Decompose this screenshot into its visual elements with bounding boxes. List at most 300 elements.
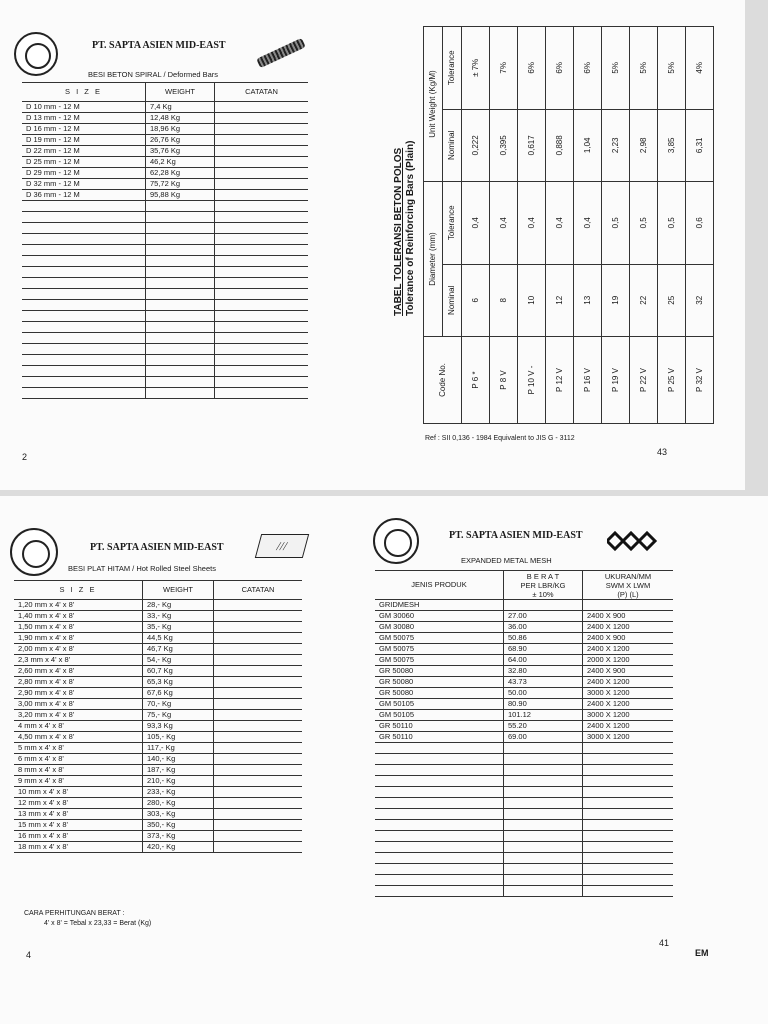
empty-row	[22, 267, 308, 278]
dia-tolerance-cell: 0,5	[658, 182, 686, 265]
table-row	[574, 27, 602, 424]
weight-cell: 33,- Kg	[143, 611, 214, 622]
size-cell: 8 mm x 4' x 8'	[14, 765, 143, 776]
product-cell: GM 50105	[375, 699, 504, 710]
empty-row	[22, 322, 308, 333]
empty-row	[22, 366, 308, 377]
dia-nominal-cell: 19	[602, 264, 630, 336]
mesh-illustration	[607, 530, 657, 552]
wt-tolerance-cell: 6%	[546, 27, 574, 110]
code-cell: P 19 V	[602, 337, 630, 424]
size-cell: 2400 X 1200	[583, 644, 674, 655]
empty-cell	[146, 355, 215, 366]
empty-cell	[22, 366, 146, 377]
size-cell: 4 mm x 4' x 8'	[14, 721, 143, 732]
empty-cell	[215, 289, 309, 300]
table-row	[14, 820, 302, 831]
weight-cell: 280,- Kg	[143, 798, 214, 809]
table-row	[14, 754, 302, 765]
empty-cell	[146, 278, 215, 289]
table-row	[490, 27, 518, 424]
empty-cell	[375, 820, 504, 831]
empty-cell	[375, 886, 504, 897]
wt-nominal-cell: 0,617	[518, 109, 546, 181]
weight-cell: 60,7 Kg	[143, 666, 214, 677]
weight-cell: 50.00	[504, 688, 583, 699]
size-cell: 1,50 mm x 4' x 8'	[14, 622, 143, 633]
table-row	[630, 27, 658, 424]
table-row	[22, 179, 308, 190]
size-cell: 3000 X 1200	[583, 732, 674, 743]
table-row	[375, 644, 673, 655]
weight-cell: 68.90	[504, 644, 583, 655]
col-code: Code No.	[424, 337, 462, 424]
note-cell	[214, 699, 303, 710]
code-cell: P 25 V	[658, 337, 686, 424]
size-cell: 2,90 mm x 4' x 8'	[14, 688, 143, 699]
expanded-mesh-table	[375, 570, 673, 897]
table-row	[375, 622, 673, 633]
empty-cell	[504, 787, 583, 798]
table-row	[518, 27, 546, 424]
empty-row	[22, 300, 308, 311]
empty-row	[22, 311, 308, 322]
col-dia-tolerance: Tolerance	[443, 182, 462, 265]
empty-cell	[146, 322, 215, 333]
table-row	[375, 699, 673, 710]
weight-cell: 140,- Kg	[143, 754, 214, 765]
group-label: GRIDMESH	[375, 600, 504, 611]
empty-row	[22, 245, 308, 256]
empty-cell	[215, 366, 309, 377]
empty-cell	[504, 798, 583, 809]
dia-nominal-cell: 22	[630, 264, 658, 336]
empty-cell	[375, 787, 504, 798]
calc-note-formula: 4' x 8' = Tebal x 23,33 = Berat (Kg)	[44, 920, 152, 927]
empty-cell	[215, 223, 309, 234]
group-diameter: Diameter (mm)	[424, 182, 443, 337]
empty-cell	[22, 388, 146, 399]
table-row	[658, 27, 686, 424]
empty-cell	[146, 366, 215, 377]
weight-cell: 28,- Kg	[143, 600, 214, 611]
note-cell	[214, 732, 303, 743]
table-row	[14, 677, 302, 688]
empty-cell	[504, 754, 583, 765]
table-row	[14, 699, 302, 710]
size-cell: 13 mm x 4' x 8'	[14, 809, 143, 820]
table-row	[14, 721, 302, 732]
col-weight: B E R A T PER LBR/KG ± 10%	[504, 571, 583, 600]
product-cell: GR 50080	[375, 688, 504, 699]
empty-cell	[583, 787, 674, 798]
calc-note-title: CARA PERHITUNGAN BERAT :	[24, 910, 125, 917]
size-cell: 1,40 mm x 4' x 8'	[14, 611, 143, 622]
size-cell: 2,00 mm x 4' x 8'	[14, 644, 143, 655]
dia-tolerance-cell: 0,5	[630, 182, 658, 265]
note-cell	[214, 809, 303, 820]
size-cell: D 10 mm - 12 M	[22, 102, 146, 113]
plain-subtitle: Tolerance of Reinforcing Bars (Plain)	[405, 140, 416, 316]
table-row	[22, 190, 308, 201]
note-cell	[214, 622, 303, 633]
col-size: S I Z E	[22, 83, 146, 102]
note-cell	[215, 179, 309, 190]
empty-cell	[146, 300, 215, 311]
weight-cell: 46,2 Kg	[146, 157, 215, 168]
dia-tolerance-cell: 0,5	[602, 182, 630, 265]
code-cell: P 22 V	[630, 337, 658, 424]
wt-nominal-cell: 0,888	[546, 109, 574, 181]
page-number: 2	[22, 452, 28, 462]
empty-cell	[22, 201, 146, 212]
empty-cell	[375, 864, 504, 875]
weight-cell: 93,3 Kg	[143, 721, 214, 732]
note-cell	[214, 765, 303, 776]
table-row	[14, 842, 302, 853]
product-cell: GR 50080	[375, 677, 504, 688]
table-row	[14, 600, 302, 611]
weight-cell: 54,- Kg	[143, 655, 214, 666]
col-size: S I Z E	[14, 581, 143, 600]
size-cell: 15 mm x 4' x 8'	[14, 820, 143, 831]
empty-cell	[215, 256, 309, 267]
table-row	[14, 798, 302, 809]
note-cell	[215, 113, 309, 124]
size-cell: 1,20 mm x 4' x 8'	[14, 600, 143, 611]
dia-nominal-cell: 25	[658, 264, 686, 336]
empty-cell	[215, 267, 309, 278]
size-cell: 3000 X 1200	[583, 710, 674, 721]
size-cell: 10 mm x 4' x 8'	[14, 787, 143, 798]
weight-cell: 65,3 Kg	[143, 677, 214, 688]
empty-cell	[375, 765, 504, 776]
empty-cell	[22, 256, 146, 267]
table-row	[22, 157, 308, 168]
size-cell: 2400 X 900	[583, 611, 674, 622]
empty-cell	[583, 842, 674, 853]
empty-cell	[22, 234, 146, 245]
empty-cell	[146, 212, 215, 223]
empty-cell	[583, 798, 674, 809]
group-unit-weight: Unit Weight (Kg/M)	[424, 27, 443, 182]
product-cell: GR 50110	[375, 721, 504, 732]
empty-cell	[583, 776, 674, 787]
note-cell	[214, 721, 303, 732]
dia-nominal-cell: 13	[574, 264, 602, 336]
size-cell: 3,20 mm x 4' x 8'	[14, 710, 143, 721]
note-cell	[215, 157, 309, 168]
hot-rolled-table	[14, 580, 302, 853]
company-logo	[373, 518, 419, 564]
empty-cell	[375, 831, 504, 842]
empty-cell	[375, 743, 504, 754]
weight-cell: 7,4 Kg	[146, 102, 215, 113]
size-cell: D 16 mm - 12 M	[22, 124, 146, 135]
weight-cell: 233,- Kg	[143, 787, 214, 798]
size-cell: 12 mm x 4' x 8'	[14, 798, 143, 809]
empty-cell	[215, 278, 309, 289]
weight-cell: 64.00	[504, 655, 583, 666]
wt-tolerance-cell: 6%	[574, 27, 602, 110]
table-row	[375, 710, 673, 721]
empty-cell	[504, 831, 583, 842]
empty-row	[375, 798, 673, 809]
empty-cell	[22, 311, 146, 322]
weight-cell: 50.86	[504, 633, 583, 644]
table-row	[14, 809, 302, 820]
empty-row	[375, 765, 673, 776]
note-cell	[214, 798, 303, 809]
page-expanded-mesh	[345, 496, 768, 1024]
code-cell: P 10 V -	[518, 337, 546, 424]
empty-row	[375, 809, 673, 820]
weight-cell: 67,6 Kg	[143, 688, 214, 699]
empty-cell	[504, 853, 583, 864]
empty-row	[375, 831, 673, 842]
company-name: PT. SAPTA ASIEN MID-EAST	[449, 530, 583, 541]
empty-cell	[215, 355, 309, 366]
table-row	[602, 27, 630, 424]
empty-row	[22, 278, 308, 289]
table-row	[686, 27, 714, 424]
empty-cell	[146, 234, 215, 245]
table-row	[462, 27, 490, 424]
wt-nominal-cell: 0,222	[462, 109, 490, 181]
plain-reference: Ref : SII 0,136 - 1984 Equivalent to JIS G - 3112	[425, 435, 575, 442]
company-name: PT. SAPTA ASIEN MID-EAST	[92, 40, 226, 51]
product-cell: GM 50105	[375, 710, 504, 721]
empty-row	[22, 212, 308, 223]
weight-cell: 12,48 Kg	[146, 113, 215, 124]
size-cell: 6 mm x 4' x 8'	[14, 754, 143, 765]
weight-cell: 35,76 Kg	[146, 146, 215, 157]
empty-cell	[146, 388, 215, 399]
empty-cell	[375, 809, 504, 820]
weight-cell: 105,- Kg	[143, 732, 214, 743]
table-row	[375, 666, 673, 677]
steel-sheet-illustration: ///	[255, 534, 309, 558]
empty-row	[375, 875, 673, 886]
empty-cell	[375, 875, 504, 886]
table-row	[22, 124, 308, 135]
empty-cell	[22, 278, 146, 289]
empty-cell	[583, 853, 674, 864]
empty-row	[22, 377, 308, 388]
col-weight: WEIGHT	[143, 581, 214, 600]
col-catatan: CATATAN	[215, 83, 309, 102]
page-hot-rolled	[0, 496, 345, 1024]
empty-row	[22, 256, 308, 267]
table-row	[14, 622, 302, 633]
dia-nominal-cell: 32	[686, 264, 714, 336]
note-cell	[215, 135, 309, 146]
empty-cell	[22, 322, 146, 333]
table-row	[14, 765, 302, 776]
code-cell: P 32 V	[686, 337, 714, 424]
empty-cell	[504, 743, 583, 754]
code-cell: P 8 V	[490, 337, 518, 424]
empty-row	[22, 333, 308, 344]
empty-row	[375, 853, 673, 864]
weight-cell: 26,76 Kg	[146, 135, 215, 146]
empty-cell	[504, 820, 583, 831]
empty-cell	[504, 875, 583, 886]
dia-tolerance-cell: 0,4	[490, 182, 518, 265]
note-cell	[214, 776, 303, 787]
weight-cell: 303,- Kg	[143, 809, 214, 820]
empty-cell	[22, 344, 146, 355]
mesh-subtitle: EXPANDED METAL MESH	[461, 556, 552, 565]
empty-cell	[146, 311, 215, 322]
weight-cell: 350,- Kg	[143, 820, 214, 831]
note-cell	[215, 146, 309, 157]
wt-tolerance-cell: 5%	[658, 27, 686, 110]
note-cell	[214, 611, 303, 622]
plain-tolerance-table	[423, 26, 714, 424]
empty-cell	[22, 355, 146, 366]
dia-tolerance-cell: 0,6	[686, 182, 714, 265]
weight-cell: 69.00	[504, 732, 583, 743]
size-cell: 2400 X 900	[583, 666, 674, 677]
empty-row	[22, 388, 308, 399]
table-row	[22, 113, 308, 124]
empty-cell	[215, 333, 309, 344]
empty-cell	[583, 754, 674, 765]
table-row	[22, 102, 308, 113]
table-row	[14, 688, 302, 699]
empty-cell	[146, 223, 215, 234]
empty-row	[375, 842, 673, 853]
company-logo	[14, 32, 58, 76]
size-cell: 3,00 mm x 4' x 8'	[14, 699, 143, 710]
page-number: 4	[26, 950, 32, 960]
corner-mark: EM	[695, 948, 709, 958]
empty-cell	[583, 886, 674, 897]
empty-cell	[22, 245, 146, 256]
col-size: UKURAN/MM SWM X LWM (P) (L)	[583, 571, 674, 600]
empty-cell	[22, 267, 146, 278]
wt-nominal-cell: 3,85	[658, 109, 686, 181]
empty-row	[375, 787, 673, 798]
dia-tolerance-cell: 0,4	[546, 182, 574, 265]
empty-row	[22, 201, 308, 212]
empty-cell	[504, 842, 583, 853]
wt-nominal-cell: 2,23	[602, 109, 630, 181]
empty-cell	[215, 388, 309, 399]
col-dia-nominal: Nominal	[443, 264, 462, 336]
size-cell: 2,3 mm x 4' x 8'	[14, 655, 143, 666]
empty-cell	[22, 289, 146, 300]
size-cell: 2400 X 900	[583, 633, 674, 644]
plain-title: TABEL TOLERANSI BETON POLOS	[393, 147, 404, 316]
size-cell: D 19 mm - 12 M	[22, 135, 146, 146]
note-cell	[215, 124, 309, 135]
table-row	[375, 677, 673, 688]
note-cell	[214, 710, 303, 721]
size-cell: 5 mm x 4' x 8'	[14, 743, 143, 754]
size-cell: 2400 X 1200	[583, 699, 674, 710]
empty-cell	[504, 776, 583, 787]
empty-cell	[375, 776, 504, 787]
empty-cell	[215, 245, 309, 256]
page-number: 41	[659, 938, 670, 948]
dia-tolerance-cell: 0,4	[462, 182, 490, 265]
empty-cell	[375, 853, 504, 864]
col-product: JENIS PRODUK	[375, 571, 504, 600]
empty-cell	[215, 377, 309, 388]
code-cell: P 6 *	[462, 337, 490, 424]
dia-nominal-cell: 10	[518, 264, 546, 336]
product-cell: GM 30080	[375, 622, 504, 633]
dia-tolerance-cell: 0,4	[518, 182, 546, 265]
weight-cell: 373,- Kg	[143, 831, 214, 842]
empty-cell	[375, 842, 504, 853]
weight-cell: 43.73	[504, 677, 583, 688]
page-plain-tolerance	[345, 0, 745, 490]
rebar-illustration	[256, 38, 306, 68]
weight-cell: 80.90	[504, 699, 583, 710]
wt-tolerance-cell: 5%	[602, 27, 630, 110]
size-cell: 16 mm x 4' x 8'	[14, 831, 143, 842]
size-cell: 2400 X 1200	[583, 721, 674, 732]
wt-tolerance-cell: 5%	[630, 27, 658, 110]
product-cell: GM 30060	[375, 611, 504, 622]
table-row	[14, 611, 302, 622]
table-row	[14, 655, 302, 666]
empty-cell	[22, 333, 146, 344]
empty-row	[22, 344, 308, 355]
wt-nominal-cell: 0,395	[490, 109, 518, 181]
dia-nominal-cell: 8	[490, 264, 518, 336]
product-cell: GR 50110	[375, 732, 504, 743]
table-row	[14, 743, 302, 754]
weight-cell: 187,- Kg	[143, 765, 214, 776]
dia-tolerance-cell: 0,4	[574, 182, 602, 265]
col-wt-tolerance: Tolerance	[443, 27, 462, 110]
deformed-subtitle: BESI BETON SPIRAL / Deformed Bars	[88, 70, 219, 79]
table-row	[14, 710, 302, 721]
hot-rolled-subtitle: BESI PLAT HITAM / Hot Rolled Steel Sheets	[68, 564, 216, 573]
empty-cell	[146, 289, 215, 300]
weight-cell: 95,88 Kg	[146, 190, 215, 201]
empty-cell	[22, 212, 146, 223]
note-cell	[215, 190, 309, 201]
note-cell	[215, 168, 309, 179]
dia-nominal-cell: 12	[546, 264, 574, 336]
weight-cell: 210,- Kg	[143, 776, 214, 787]
empty-cell	[146, 333, 215, 344]
note-cell	[214, 688, 303, 699]
weight-cell: 62,28 Kg	[146, 168, 215, 179]
size-cell: 2,80 mm x 4' x 8'	[14, 677, 143, 688]
table-row	[375, 732, 673, 743]
table-row	[375, 688, 673, 699]
note-cell	[214, 743, 303, 754]
size-cell: D 36 mm - 12 M	[22, 190, 146, 201]
dia-nominal-cell: 6	[462, 264, 490, 336]
table-row	[375, 721, 673, 732]
page-number: 43	[657, 447, 668, 457]
weight-cell: 75,- Kg	[143, 710, 214, 721]
size-cell: 2400 X 1200	[583, 622, 674, 633]
empty-cell	[146, 267, 215, 278]
size-cell: 2400 X 1200	[583, 677, 674, 688]
table-row	[14, 644, 302, 655]
empty-row	[375, 820, 673, 831]
size-cell: D 22 mm - 12 M	[22, 146, 146, 157]
table-row	[14, 776, 302, 787]
